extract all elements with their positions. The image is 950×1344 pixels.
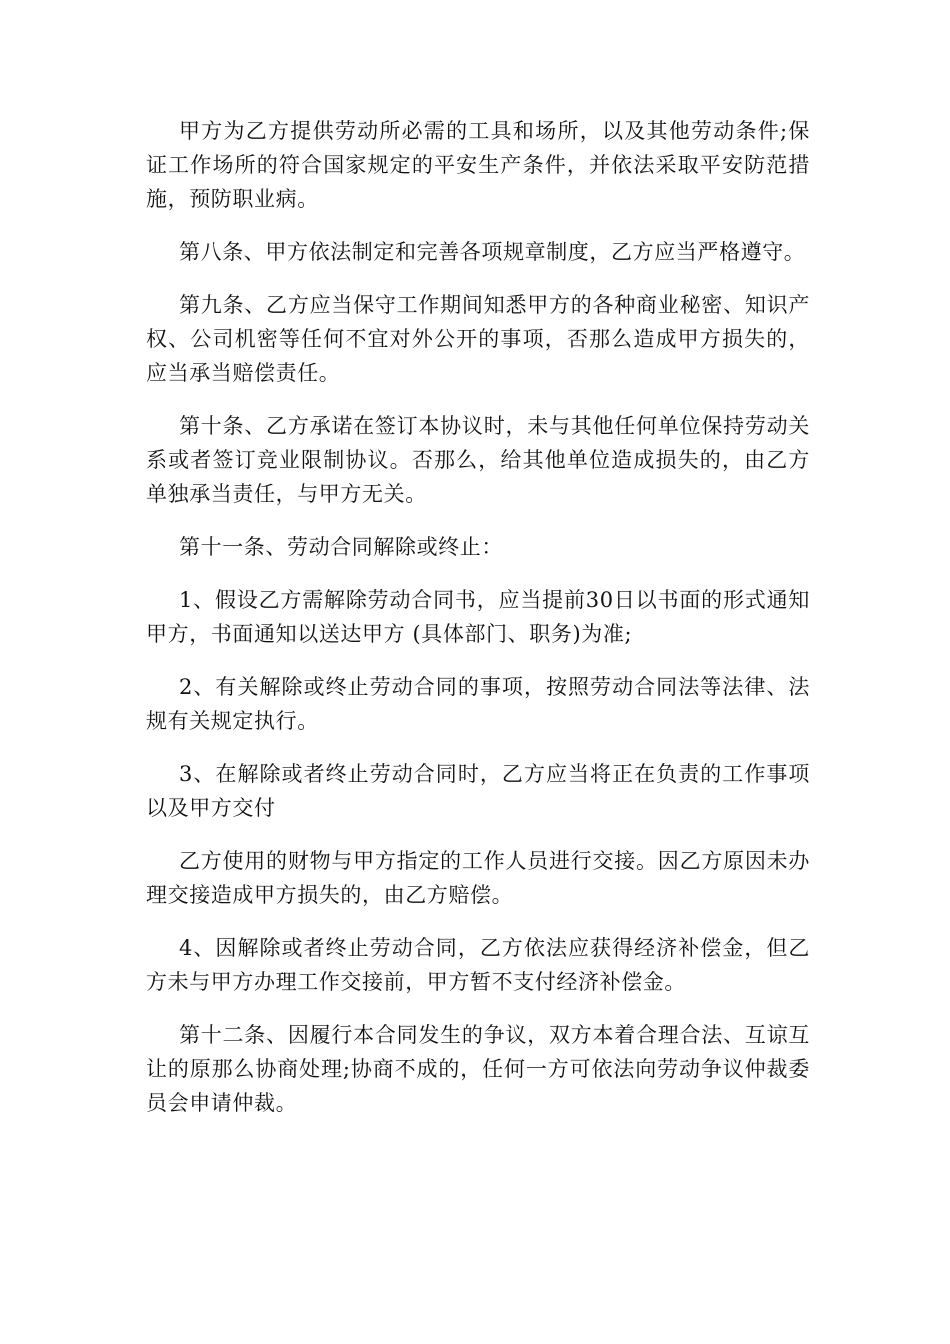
- document-body: [146, 114, 810, 1139]
- paragraph-article-8: 第八条、甲方依法制定和完善各项规章制度，乙方应当严格遵守。: [179, 240, 806, 264]
- paragraph-article-9: 第九条、乙方应当保守工作期间知悉甲方的各种商业秘密、知识产权、公司机密等任何不宜对外公开的事项，否那么造成甲方损失的，应当承当赔偿责任。: [146, 293, 810, 385]
- paragraph-article-10: 第十条、乙方承诺在签订本协议时，未与其他任何单位保持劳动关系或者签订竞业限制协议。否那么，给其他单位造成损失的，由乙方单独承当责任，与甲方无关。: [146, 414, 810, 506]
- paragraph-article-11-item-3-continued: 乙方使用的财物与甲方指定的工作人员进行交接。因乙方原因未办理交接造成甲方损失的，由乙方赔偿。: [146, 849, 810, 907]
- paragraph-working-conditions: 甲方为乙方提供劳动所必需的工具和场所，以及其他劳动条件;保证工作场所的符合国家规定的平安生产条件，并依法采取平安防范措施，预防职业病。: [146, 119, 810, 211]
- paragraph-article-12: 第十二条、因履行本合同发生的争议，双方本着合理合法、互谅互让的原那么协商处理;协商不成的，任何一方可依法向劳动争议仲裁委员会申请仲裁。: [146, 1023, 810, 1115]
- paragraph-article-11-item-3: 3、在解除或者终止劳动合同时，乙方应当将正在负责的工作事项以及甲方交付: [146, 762, 810, 820]
- paragraph-article-11-heading: 第十一条、劳动合同解除或终止：: [179, 535, 503, 559]
- paragraph-article-11-item-4: 4、因解除或者终止劳动合同，乙方依法应获得经济补偿金，但乙方未与甲方办理工作交接前，甲方暂不支付经济补偿金。: [146, 936, 810, 994]
- paragraph-article-11-item-2: 2、有关解除或终止劳动合同的事项，按照劳动合同法等法律、法规有关规定执行。: [146, 675, 810, 733]
- paragraph-article-11-item-1: 1、假设乙方需解除劳动合同书，应当提前30日以书面的形式通知甲方，书面通知以送达甲方 (具体部门、职务)为准;: [146, 588, 810, 646]
